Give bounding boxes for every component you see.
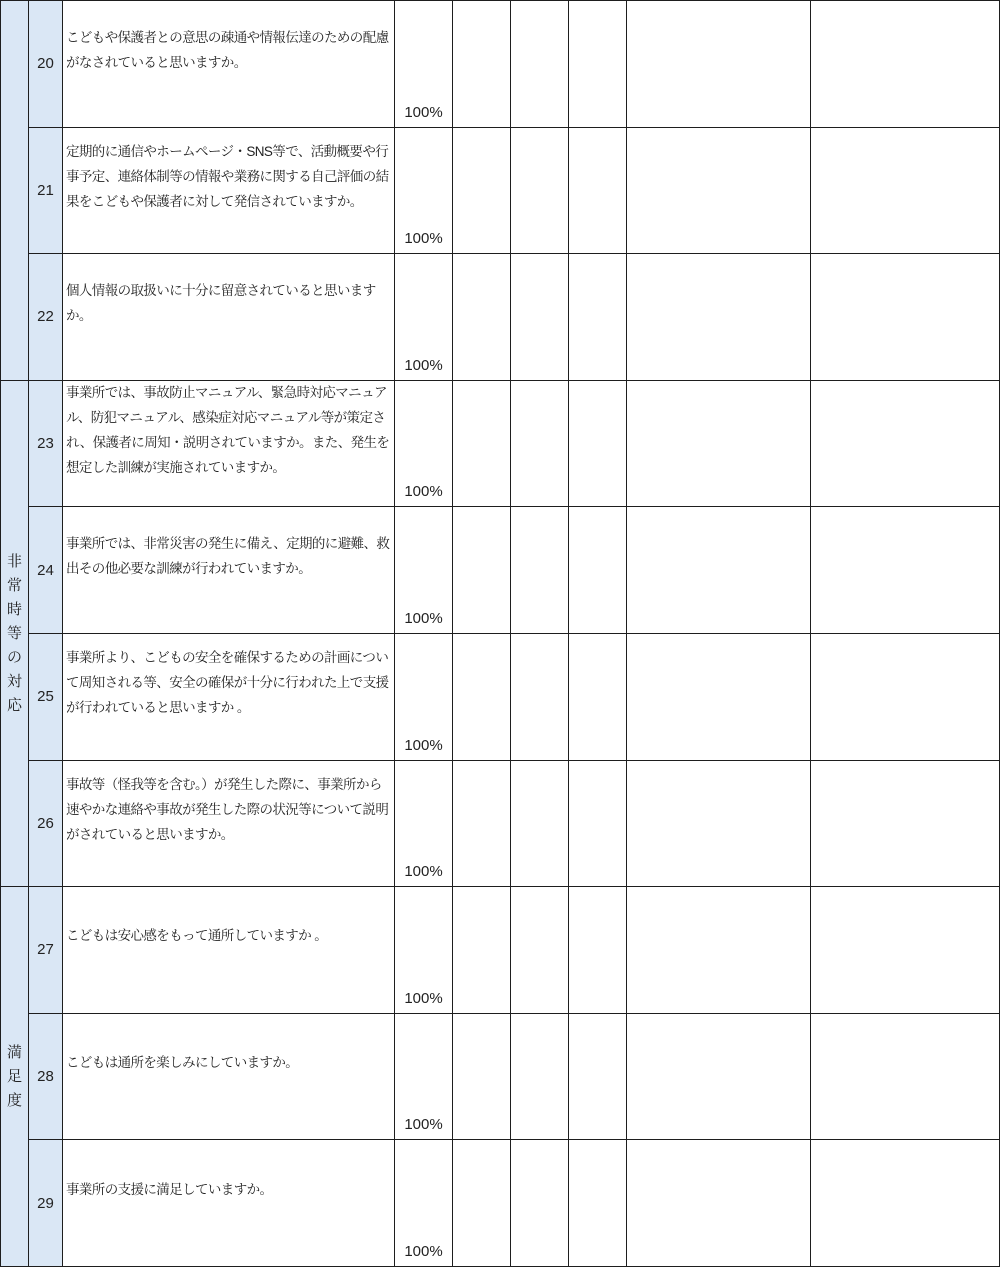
question-cell: [63, 507, 395, 634]
question-text: 事業所の支援に満足していますか。: [66, 1181, 273, 1197]
question-cell: [63, 887, 395, 1014]
percent-cell: 100%: [395, 380, 453, 507]
question-text: こどもや保護者との意思の疎通や情報伝達のための配慮がなされていると思いますか。: [66, 29, 389, 70]
answer-cell: [511, 633, 569, 760]
percent-cell: 100%: [395, 127, 453, 254]
response-cell: [811, 1140, 1000, 1267]
comment-cell: [627, 760, 811, 887]
question-text: 事業所では、事故防止マニュアル、緊急時対応マニュアル、防犯マニュアル、感染症対応マニュアル等が策定され、保護者に周知・説明されていますか。また、発生を想定した訓練が実施されていますか。: [66, 384, 390, 475]
answer-cell: [511, 887, 569, 1014]
answer-cell: [569, 507, 627, 634]
response-cell: [811, 1, 1000, 128]
answer-cell: [453, 1, 511, 128]
answer-cell: [569, 1013, 627, 1140]
table-row: [1, 380, 1000, 507]
comment-cell: [627, 380, 811, 507]
response-cell: [811, 760, 1000, 887]
comment-cell: [627, 254, 811, 381]
comment-cell: [627, 507, 811, 634]
answer-cell: [511, 127, 569, 254]
answer-cell: [569, 1140, 627, 1267]
answer-cell: [569, 127, 627, 254]
answer-cell: [569, 1, 627, 128]
answer-cell: [453, 127, 511, 254]
percent-cell: 100%: [395, 1140, 453, 1267]
table-row: [1, 633, 1000, 760]
question-text: 事業所では、非常災害の発生に備え、定期的に避難、救出その他必要な訓練が行われていますか。: [66, 536, 390, 577]
category-label: [1, 887, 29, 1267]
question-cell: [63, 380, 395, 507]
question-cell: [63, 1013, 395, 1140]
question-number: 26: [29, 760, 63, 887]
response-cell: [811, 127, 1000, 254]
answer-cell: [453, 887, 511, 1014]
question-number: 24: [29, 507, 63, 634]
answer-cell: [511, 380, 569, 507]
percent-cell: 100%: [395, 507, 453, 634]
answer-cell: [453, 380, 511, 507]
question-text: こどもは安心感をもって通所していますか 。: [66, 928, 328, 944]
category-char: 常: [6, 576, 22, 594]
response-cell: [811, 633, 1000, 760]
question-number: 23: [29, 380, 63, 507]
category-char: 満: [6, 1044, 22, 1062]
question-text: こどもは通所を楽しみにしていますか。: [66, 1055, 299, 1071]
answer-cell: [569, 380, 627, 507]
question-number: 29: [29, 1140, 63, 1267]
question-text: 事故等（怪我等を含む。）が発生した際に、事業所から速やかな連絡や事故が発生した際の状況等について説明がされていると思いますか。: [66, 776, 389, 842]
answer-cell: [511, 760, 569, 887]
question-text: 定期的に通信やホームページ・SNS等で、活動概要や行事予定、連絡体制等の情報や業務に関する自己評価の結果をこどもや保護者に対して発信されていますか。: [66, 143, 389, 209]
answer-cell: [453, 507, 511, 634]
comment-cell: [627, 633, 811, 760]
category-label: [1, 1, 29, 381]
comment-cell: [627, 1140, 811, 1267]
answer-cell: [511, 1013, 569, 1140]
table-row: [1, 507, 1000, 634]
table-row: [1, 1140, 1000, 1267]
answer-cell: [569, 887, 627, 1014]
answer-cell: [511, 507, 569, 634]
percent-cell: 100%: [395, 1013, 453, 1140]
question-cell: [63, 1140, 395, 1267]
response-cell: [811, 887, 1000, 1014]
question-cell: [63, 1, 395, 128]
category-char: の: [6, 648, 22, 666]
table-row: [1, 760, 1000, 887]
question-number: 21: [29, 127, 63, 254]
table-row: [1, 887, 1000, 1014]
answer-cell: [569, 760, 627, 887]
response-cell: [811, 1013, 1000, 1140]
category-char: 度: [6, 1092, 22, 1110]
question-text: 個人情報の取扱いに十分に留意されていると思いますか。: [66, 282, 376, 323]
category-char: 応: [6, 696, 22, 714]
question-cell: [63, 127, 395, 254]
category-char: 足: [6, 1068, 22, 1086]
answer-cell: [511, 1140, 569, 1267]
percent-cell: 100%: [395, 633, 453, 760]
answer-cell: [569, 633, 627, 760]
question-cell: [63, 760, 395, 887]
comment-cell: [627, 1013, 811, 1140]
table-row: [1, 127, 1000, 254]
question-number: 27: [29, 887, 63, 1014]
category-char: 対: [6, 672, 22, 690]
category-char: 等: [6, 624, 22, 642]
comment-cell: [627, 127, 811, 254]
answer-cell: [453, 254, 511, 381]
response-cell: [811, 380, 1000, 507]
answer-cell: [453, 1013, 511, 1140]
question-number: 28: [29, 1013, 63, 1140]
percent-cell: 100%: [395, 887, 453, 1014]
table-row: [1, 254, 1000, 381]
response-cell: [811, 507, 1000, 634]
percent-cell: 100%: [395, 760, 453, 887]
percent-cell: 100%: [395, 1, 453, 128]
category-char: 時: [6, 600, 22, 618]
category-label: [1, 380, 29, 886]
answer-cell: [511, 1, 569, 128]
category-char: 非: [6, 552, 22, 570]
answer-cell: [569, 254, 627, 381]
table-row: [1, 1, 1000, 128]
comment-cell: [627, 1, 811, 128]
question-number: 20: [29, 1, 63, 128]
question-number: 25: [29, 633, 63, 760]
answer-cell: [453, 760, 511, 887]
table-row: [1, 1013, 1000, 1140]
answer-cell: [511, 254, 569, 381]
percent-cell: 100%: [395, 254, 453, 381]
question-text: 事業所より、こどもの安全を確保するための計画について周知される等、安全の確保が十分に行われた上で支援が行われていると思いますか 。: [66, 650, 389, 716]
comment-cell: [627, 887, 811, 1014]
question-cell: [63, 633, 395, 760]
question-number: 22: [29, 254, 63, 381]
answer-cell: [453, 1140, 511, 1267]
question-cell: [63, 254, 395, 381]
answer-cell: [453, 633, 511, 760]
response-cell: [811, 254, 1000, 381]
